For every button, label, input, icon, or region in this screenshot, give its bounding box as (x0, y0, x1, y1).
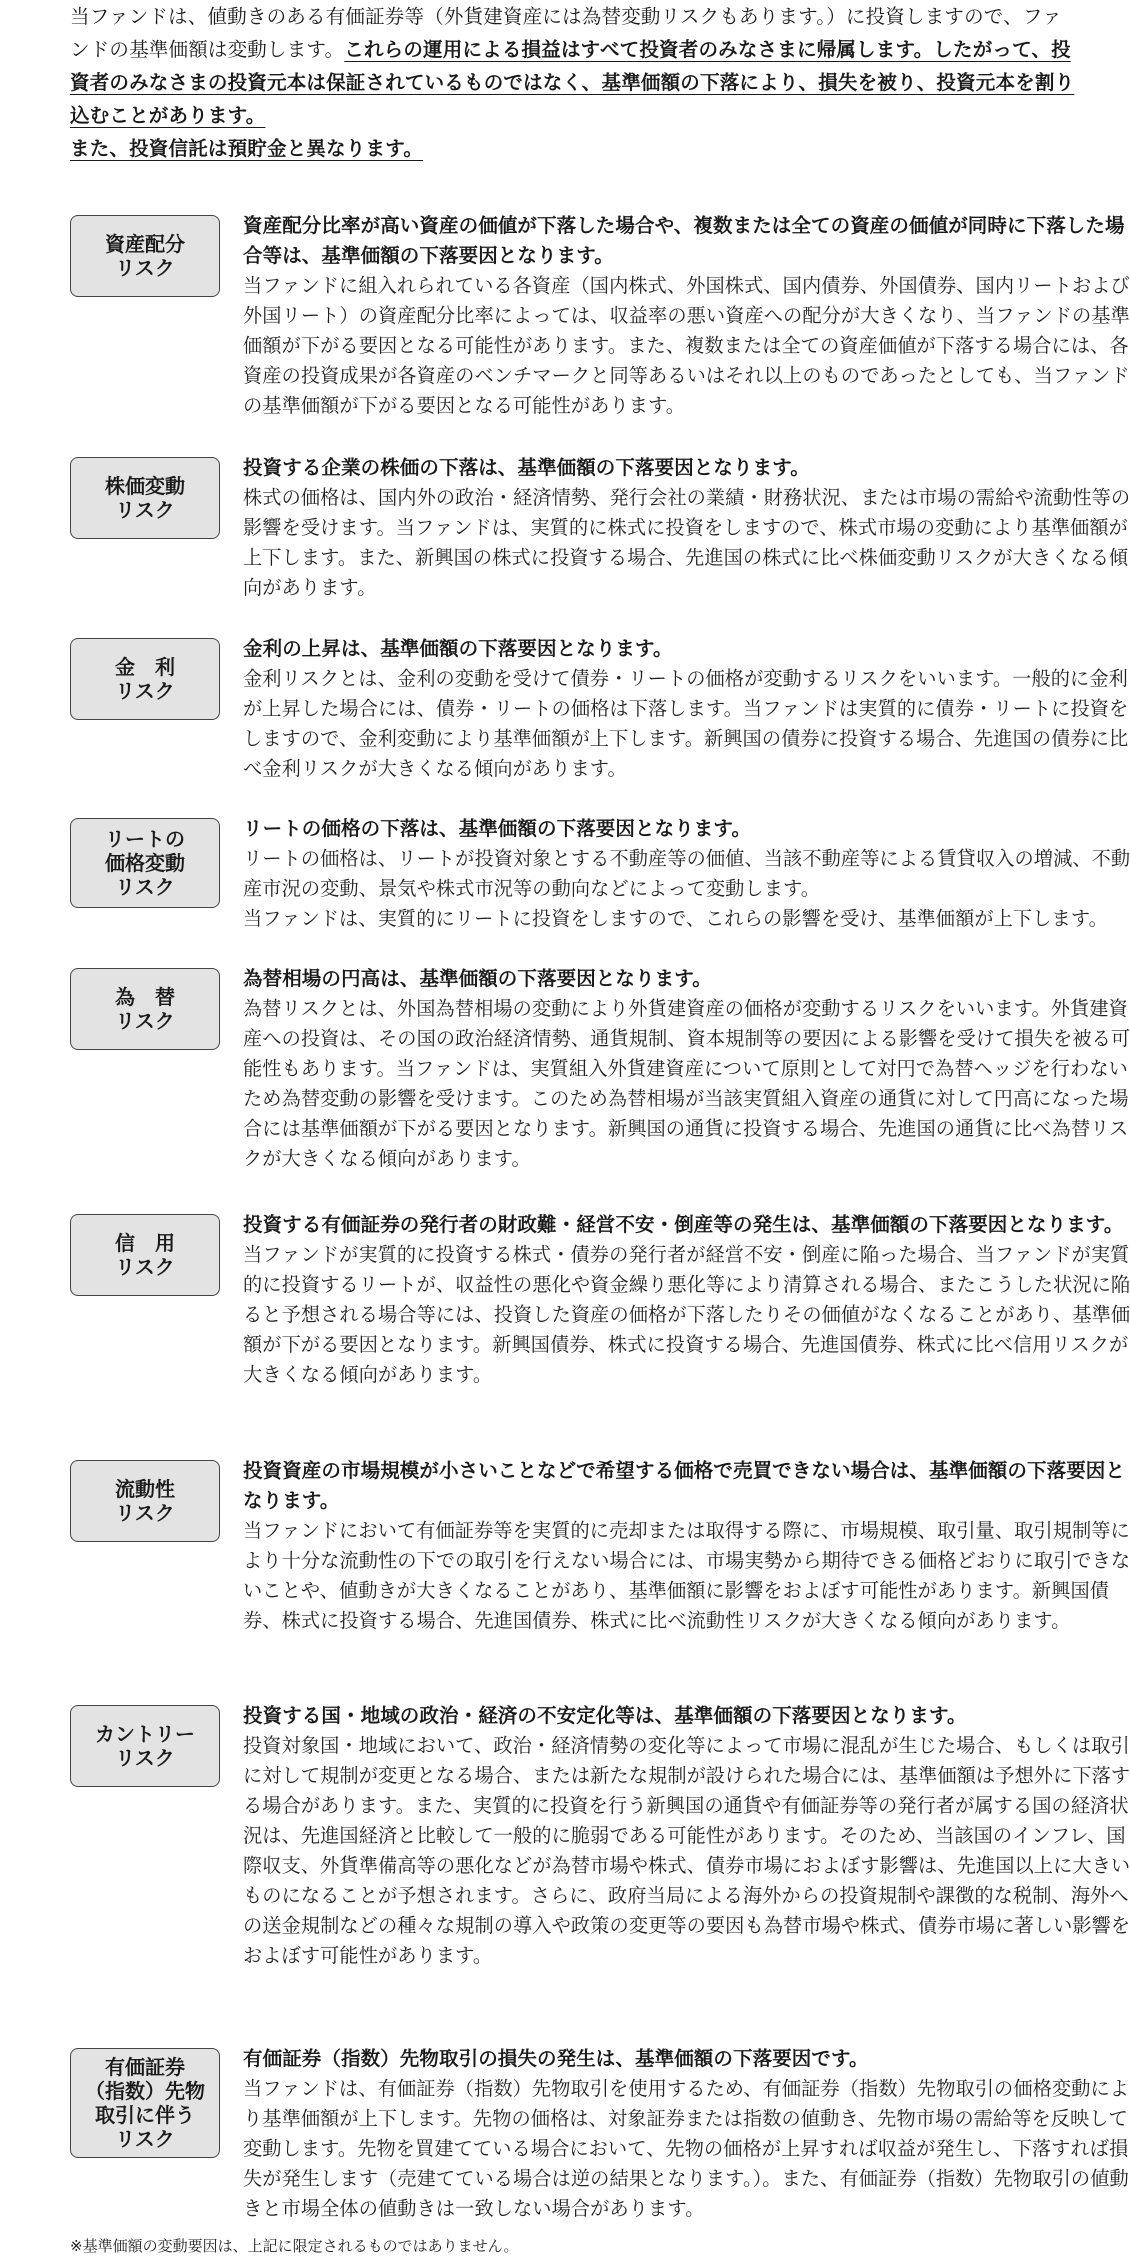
risk-description: 金利リスクとは、金利の変動を受けて債券・リートの価格が変動するリスクをいいます。一般的に金利が上昇した場合には、債券・リートの価格は下落します。当ファンドは実質的に債券・リートに投資をしますので、金利変動により基準価額が上下します。新興国の債券に投資する場合、先進国の債券に比べ金利リスクが大きくなる傾向があります。 (243, 667, 1129, 780)
risk-description: 投資対象国・地域において、政治・経済情勢の変化等によって市場に混乱が生じた場合、もしくは取引に対して規制が変更となる場合、または新たな規制が設けられた場合には、基準価額は予想外に下落する場合があります。また、実質的に投資を行う新興国の通貨や有価証券等の発行者が属する国の経済状況は、先進国経済と比較して一般的に脆弱である可能性があります。そのため、当該国のインフレ、国際収支、外貨準備高等の悪化などが為替市場や株式、債券市場におよぼす影響は、先進国以上に大きいものになることが予想されます。さらに、政府当局による海外からの投資規制や課徴的な税制、海外への送金規制などの種々な規制の導入や政策の変更等の要因も為替市場や株式、債券市場に著しい影響をおよぼす可能性があります。 (243, 1734, 1130, 1967)
risk-heading: 投資する国・地域の政治・経済の不安定化等は、基準価額の下落要因となります。 (243, 1704, 967, 1727)
risk-heading: 投資する有価証券の発行者の財政難・経営不安・倒産等の発生は、基準価額の下落要因となります。 (243, 1213, 1124, 1236)
risk-label: 信 用 リスク (70, 1214, 220, 1296)
risk-description: 当ファンドが実質的に投資する株式・債券の発行者が経営不安・倒産に陥った場合、当ファンドが実質的に投資するリートが、収益性の悪化や資金繰り悪化等により清算される場合、またこうした状況に陥ると予想される場合等には、投資した資産の価格が下落したりその価値がなくなることがあり、基準価額が下がる要因となります。新興国債券、株式に投資する場合、先進国債券、株式に比べ信用リスクが大きくなる傾向があります。 (243, 1243, 1130, 1386)
risk-heading: 有価証券（指数）先物取引の損失の発生は、基準価額の下落要因です。 (243, 2047, 869, 2070)
risk-label: 資産配分 リスク (70, 215, 220, 297)
intro-line-3: また、投資信託は預貯金と異なります。 (70, 137, 424, 160)
risk-label: カントリー リスク (70, 1705, 220, 1787)
intro-block (70, 0, 1080, 165)
risk-heading: リートの価格の下落は、基準価額の下落要因となります。 (243, 817, 752, 840)
risk-description: 当ファンドにおいて有価証券等を実質的に売却または取得する際に、市場規模、取引量、取引規制等により十分な流動性の下での取引を行えない場合には、市場実勢から期待できる価格どおりに取引できないことや、値動きが大きくなることがあり、基準価額に影響をおよぼす可能性があります。新興国債券、株式に投資する場合、先進国債券、株式に比べ流動性リスクが大きくなる傾向があります。 (243, 1519, 1130, 1632)
risk-description: リートの価格は、リートが投資対象とする不動産等の価値、当該不動産等による賃貸収入の増減、不動産市況の変動、景気や株式市況等の動向などによって変動します。 当ファンドは、実質的にリートに投資をしますので、これらの影響を受け、基準価額が上下します。 (243, 847, 1130, 930)
footnote: ※基準価額の変動要因は、上記に限定されるものではありません。 (70, 2237, 519, 2255)
risk-heading: 金利の上昇は、基準価額の下落要因となります。 (243, 637, 673, 660)
risk-description: 為替リスクとは、外国為替相場の変動により外貨建資産の価格が変動するリスクをいいます。外貨建資産への投資は、その国の政治経済情勢、通貨規制、資本規制等の要因による影響を受けて損失を被る可能性もあります。当ファンドは、実質組入外貨建資産について原則として対円で為替ヘッジを行わないため為替変動の影響を受けます。このため為替相場が当該実質組入資産の通貨に対して円高になった場合には基準価額が下がる要因となります。新興国の通貨に投資する場合、先進国の通貨に比べ為替リスクが大きくなる傾向があります。 (243, 997, 1130, 1170)
risk-label: 流動性 リスク (70, 1460, 220, 1542)
intro-line-2: これらの運用による損益はすべて投資者のみなさまに帰属します。したがって、投資者のみなさまの投資元本は保証されているものではなく、基準価額の下落により、損失を被り、投資元本を割り込むことがあります。 (70, 38, 1075, 127)
risk-description: 当ファンドに組入れられている各資産（国内株式、外国株式、国内債券、外国債券、国内リートおよび外国リート）の資産配分比率によっては、収益率の悪い資産への配分が大きくなり、当ファンドの基準価額が下がる要因となる可能性があります。また、複数または全ての資産価値が下落する場合には、各資産の投資成果が各資産のベンチマークと同等あるいはそれ以上のものであったとしても、当ファンドの基準価額が下がる要因となる可能性があります。 (243, 274, 1130, 417)
intro-line-1: 当ファンドは、値動きのある有価証券等（外貨建資産には為替変動リスクもあります。）に投資しますので、ファンドの基準価額は変動します。 (70, 5, 1062, 61)
risk-description: 当ファンドは、有価証券（指数）先物取引を使用するため、有価証券（指数）先物取引の価格変動により基準価額が上下します。先物の価格は、対象証券または指数の値動き、先物市場の需給等を反映して変動します。先物を買建てている場合において、先物の価格が上昇すれば収益が発生し、下落すれば損失が発生します（売建てている場合は逆の結果となります。）。また、有価証券（指数）先物取引の値動きと市場全体の値動きは一致しない場合があります。 (243, 2077, 1130, 2220)
risk-label: リートの 価格変動 リスク (70, 818, 220, 908)
risk-heading: 投資する企業の株価の下落は、基準価額の下落要因となります。 (243, 456, 810, 479)
risk-label: 為 替 リスク (70, 968, 220, 1050)
risk-label: 金 利 リスク (70, 638, 220, 720)
risk-label: 有価証券 （指数）先物 取引に伴う リスク (70, 2048, 220, 2158)
risk-heading: 資産配分比率が高い資産の価値が下落した場合や、複数または全ての資産の価値が同時に下落した場合等は、基準価額の下落要因となります。 (243, 214, 1125, 267)
risk-heading: 為替相場の円高は、基準価額の下落要因となります。 (243, 967, 712, 990)
risk-heading: 投資資産の市場規模が小さいことなどで希望する価格で売買できない場合は、基準価額の下落要因となります。 (243, 1459, 1126, 1512)
risk-label: 株価変動 リスク (70, 457, 220, 539)
risk-description: 株式の価格は、国内外の政治・経済情勢、発行会社の業績・財務状況、または市場の需給や流動性等の影響を受けます。当ファンドは、実質的に株式に投資をしますので、株式市場の変動により基準価額が上下します。また、新興国の株式に投資する場合、先進国の株式に比べ株価変動リスクが大きくなる傾向があります。 (243, 486, 1130, 599)
